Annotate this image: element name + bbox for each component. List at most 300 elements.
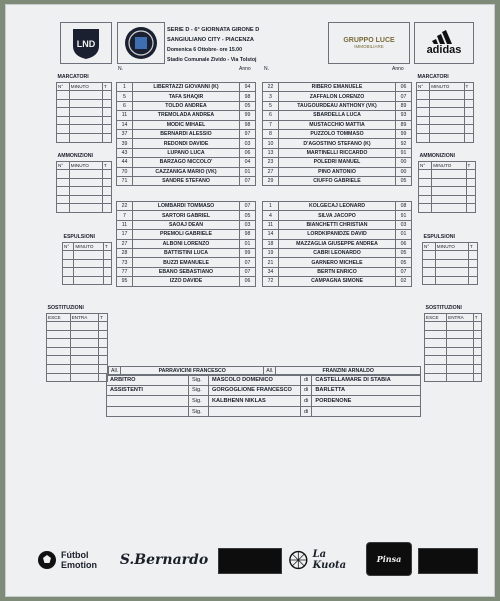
player-row (263, 202, 412, 211)
panel-empty-cell (423, 251, 436, 260)
player-year: 01 (240, 239, 256, 248)
player-row (117, 129, 256, 138)
panel-empty-cell (464, 134, 473, 143)
panel-title: ESPULSIONI (423, 233, 455, 240)
sponsor-black-panel-2 (418, 548, 478, 574)
panel-empty-row (417, 91, 474, 100)
player-year: 06 (396, 239, 412, 248)
panel-empty-cell (473, 373, 481, 382)
panel-empty-cell (447, 373, 474, 382)
panel-empty-cell (432, 170, 466, 179)
panel-empty-cell (69, 187, 102, 196)
player-name: CAMPAGNA SIMONE (279, 277, 396, 286)
player-name: BATTISTINI LUCA (133, 248, 240, 257)
panel-column-header: N° (63, 242, 74, 251)
panel-empty-cell (69, 91, 102, 100)
player-year: 01 (240, 167, 256, 176)
panel-empty-cell (57, 195, 70, 204)
player-row (117, 111, 256, 120)
lnd-logo-box (60, 22, 112, 64)
panel-empty-cell (466, 170, 476, 179)
official-name (209, 406, 301, 417)
panel-empty-cell (47, 365, 71, 374)
panel-empty-cell (69, 204, 102, 213)
player-row (263, 111, 412, 120)
home-red-cards-panel (62, 232, 112, 285)
panel-empty-cell (70, 330, 98, 339)
official-city: BARLETTA (312, 385, 421, 396)
player-name: LUPANO LUCA (133, 148, 240, 157)
player-row (117, 258, 256, 267)
panel-empty-cell (432, 204, 466, 213)
player-number: 13 (263, 148, 279, 157)
player-name: BARZAGO NICCOLO' (133, 158, 240, 167)
player-number: 5 (117, 92, 133, 101)
panel-empty-cell (419, 170, 432, 179)
panel-column-header: N° (57, 82, 70, 91)
svg-text:LND: LND (76, 39, 96, 49)
player-name: BERNARDI ALESSIO (133, 129, 240, 138)
panel-empty-row (57, 187, 112, 196)
player-year: 99 (240, 111, 256, 120)
panel-empty-cell (57, 204, 70, 213)
player-row (117, 211, 256, 220)
panel-empty-cell (464, 108, 473, 117)
panel-empty-cell (466, 187, 476, 196)
panel-column-header: MINUTO (69, 161, 102, 170)
panel-empty-row (47, 356, 108, 365)
away-year-col-label: Anno (392, 66, 404, 72)
player-name: BERTN ENRICO (279, 267, 396, 276)
player-name: BUZZI EMANUELE (133, 258, 240, 267)
player-row (263, 139, 412, 148)
panel-empty-cell (69, 116, 102, 125)
home-subs-table (116, 201, 256, 287)
away-starters-table (262, 82, 412, 186)
panel-empty-cell (435, 268, 468, 277)
player-row (263, 258, 412, 267)
panel-empty-row (57, 134, 112, 143)
player-name: TAFA SHAQIR (133, 92, 240, 101)
player-name: LORDKIPANIDZE DAVID (279, 230, 396, 239)
player-row (117, 120, 256, 129)
panel-empty-cell (468, 259, 477, 268)
panel-empty-cell (417, 91, 430, 100)
panel-empty-cell (69, 178, 102, 187)
away-subs-table (262, 201, 412, 287)
player-row (117, 167, 256, 176)
panel-empty-cell (57, 125, 70, 134)
away-scorers-panel (416, 72, 474, 143)
official-row (107, 375, 421, 386)
panel-empty-cell (47, 347, 71, 356)
player-name: SILVA JACOPO (279, 211, 396, 220)
player-name: GARNERO MICHELE (279, 258, 396, 267)
panel-empty-row (419, 178, 476, 187)
competition-line: SERIE D - 6° GIORNATA GIRONE D (167, 27, 260, 33)
panel-empty-row (57, 91, 112, 100)
player-year: 91 (396, 148, 412, 157)
panel-empty-cell (430, 108, 464, 117)
player-row (117, 202, 256, 211)
player-row (117, 139, 256, 148)
player-row (117, 92, 256, 101)
player-row (263, 148, 412, 157)
panel-column-header: T (103, 242, 111, 251)
player-number: 19 (263, 248, 279, 257)
panel-empty-cell (57, 170, 70, 179)
player-year: 07 (240, 176, 256, 185)
player-number: 10 (263, 139, 279, 148)
panel-empty-cell (47, 356, 71, 365)
gruppo-luce-sub: IMMOBILIARE (354, 44, 384, 49)
emotion-text: Emotion (61, 560, 97, 570)
player-row (263, 248, 412, 257)
player-number: 14 (263, 230, 279, 239)
panel-empty-cell (63, 276, 74, 285)
home-bookings-panel (56, 151, 112, 213)
panel-empty-cell (425, 330, 447, 339)
player-number: 95 (117, 277, 133, 286)
panel-empty-cell (74, 276, 103, 285)
panel-empty-row (63, 259, 112, 268)
panel-empty-cell (57, 187, 70, 196)
player-year: 98 (240, 92, 256, 101)
panel-column-header: T (466, 161, 476, 170)
panel-title: SOSTITUZIONI (47, 304, 84, 311)
panel-empty-cell (103, 276, 111, 285)
officials-table (106, 374, 421, 417)
player-name: LOMBARDI TOMMASO (133, 202, 240, 211)
player-row (117, 148, 256, 157)
panel-empty-cell (47, 373, 71, 382)
panel-empty-row (57, 116, 112, 125)
panel-empty-cell (70, 356, 98, 365)
player-year: 97 (240, 129, 256, 138)
panel-empty-cell (464, 125, 473, 134)
panel-empty-cell (447, 322, 474, 331)
player-year: 05 (396, 248, 412, 257)
panel-empty-cell (473, 322, 481, 331)
panel-column-header: T (473, 313, 481, 322)
panel-empty-cell (99, 347, 108, 356)
club-crest-icon (123, 25, 159, 61)
panel-empty-cell (435, 251, 468, 260)
adidas-logo (414, 22, 474, 64)
player-number: 71 (117, 176, 133, 185)
panel-empty-cell (102, 99, 111, 108)
panel-empty-cell (473, 330, 481, 339)
panel-column-header: T (468, 242, 477, 251)
player-year: 05 (240, 101, 256, 110)
panel-empty-row (425, 347, 482, 356)
player-name: MAZZAGLIA GIUSEPPE ANDREA (279, 239, 396, 248)
player-row (263, 176, 412, 185)
player-name: EBANO SEBASTIANO (133, 267, 240, 276)
player-year: 04 (240, 158, 256, 167)
player-row (117, 83, 256, 92)
panel-empty-cell (419, 178, 432, 187)
panel-empty-cell (432, 187, 466, 196)
panel-empty-cell (57, 116, 70, 125)
panel-empty-cell (103, 259, 111, 268)
player-name: BIANCHETTI CHRISTIAN (279, 220, 396, 229)
player-number: 22 (263, 83, 279, 92)
bicycle-wheel-icon (288, 549, 309, 571)
panel-empty-cell (102, 187, 111, 196)
player-number: 4 (263, 211, 279, 220)
adidas-wordmark: adidas (426, 44, 462, 56)
panel-empty-cell (417, 134, 430, 143)
away-bookings-panel (418, 151, 476, 213)
pinsa-wordmark: Pinsa (376, 554, 402, 564)
panel-empty-cell (102, 108, 111, 117)
panel-empty-row (419, 195, 476, 204)
sponsor-black-panel-1 (218, 548, 282, 574)
la-kuota-logo (288, 540, 360, 580)
lnd-shield-icon (69, 26, 103, 60)
player-row (117, 101, 256, 110)
player-year: 98 (240, 120, 256, 129)
panel-empty-cell (423, 259, 436, 268)
panel-empty-cell (423, 268, 436, 277)
panel-empty-cell (417, 99, 430, 108)
player-number: 8 (263, 129, 279, 138)
club-logo-box (117, 22, 165, 64)
panel-empty-cell (102, 195, 111, 204)
player-number: 29 (263, 176, 279, 185)
player-year: 89 (396, 101, 412, 110)
official-role (107, 406, 189, 417)
player-row (263, 211, 412, 220)
panel-empty-cell (69, 99, 102, 108)
home-coach: PARRAVICINI FRANCESCO (121, 367, 264, 376)
panel-title: AMMONIZIONI (57, 152, 93, 159)
player-number: 18 (263, 239, 279, 248)
panel-empty-cell (468, 268, 477, 277)
panel-empty-cell (447, 330, 474, 339)
san-bernardo-logo (116, 540, 212, 580)
panel-column-header: N° (417, 82, 430, 91)
player-row (117, 230, 256, 239)
player-row (117, 277, 256, 286)
player-name: SBARDELLA LUCA (279, 111, 396, 120)
panel-empty-cell (57, 99, 70, 108)
panel-empty-row (57, 204, 112, 213)
away-number-col-label: N. (264, 66, 269, 72)
panel-empty-cell (63, 268, 74, 277)
player-name: PREMOLI GABRIELE (133, 230, 240, 239)
panel-column-header: N° (423, 242, 436, 251)
sig-label: Sig. (189, 406, 209, 417)
panel-empty-cell (447, 356, 474, 365)
player-row (117, 239, 256, 248)
official-city (312, 406, 421, 417)
panel-column-header: ESCE (425, 313, 447, 322)
home-year-col-label: Anno (239, 66, 251, 72)
sig-label: Sig. (189, 385, 209, 396)
player-row (263, 129, 412, 138)
panel-empty-cell (447, 339, 474, 348)
panel-empty-cell (464, 99, 473, 108)
player-year: 02 (396, 277, 412, 286)
player-name: TOLDO ANDREA (133, 101, 240, 110)
panel-empty-row (425, 373, 482, 382)
player-name: PUZZOLO TOMMASO (279, 129, 396, 138)
official-role: ARBITRO (107, 375, 189, 386)
panel-empty-cell (70, 339, 98, 348)
di-label: di (301, 375, 312, 386)
panel-empty-cell (74, 268, 103, 277)
player-name: D'AGOSTINO STEFANO (K) (279, 139, 396, 148)
panel-empty-cell (435, 276, 468, 285)
player-name: REDONDI DAVIDE (133, 139, 240, 148)
player-name: SAOAJ DEAN (133, 220, 240, 229)
panel-column-header: ENTRA (447, 313, 474, 322)
player-name: CAZZANIGA MARIO (VK) (133, 167, 240, 176)
panel-empty-cell (74, 251, 103, 260)
panel-empty-cell (419, 187, 432, 196)
player-number: 21 (263, 258, 279, 267)
panel-empty-row (425, 322, 482, 331)
player-row (263, 277, 412, 286)
panel-empty-cell (430, 125, 464, 134)
panel-empty-cell (473, 347, 481, 356)
player-name: MARTINELLI RICCARDO (279, 148, 396, 157)
player-row (117, 176, 256, 185)
panel-empty-cell (425, 356, 447, 365)
fixture-line: SANGIULIANO CITY - PIACENZA (167, 37, 254, 43)
panel-column-header: N° (419, 161, 432, 170)
player-number: 3 (263, 92, 279, 101)
panel-empty-cell (70, 322, 98, 331)
panel-empty-cell (103, 251, 111, 260)
away-coach-label: All. (264, 367, 276, 376)
panel-empty-cell (57, 134, 70, 143)
panel-empty-cell (473, 365, 481, 374)
panel-empty-cell (70, 365, 98, 374)
player-name: POLEDRI MANUEL (279, 158, 396, 167)
player-number: 17 (117, 230, 133, 239)
official-name: MASCOLO DOMENICO (209, 375, 301, 386)
player-name: PINO ANTONIO (279, 167, 396, 176)
panel-empty-row (47, 330, 108, 339)
player-name: MODIC MIHAEL (133, 120, 240, 129)
panel-empty-cell (417, 108, 430, 117)
player-number: 14 (117, 120, 133, 129)
panel-empty-cell (69, 170, 102, 179)
panel-column-header: MINUTO (435, 242, 468, 251)
player-row (263, 167, 412, 176)
panel-empty-row (57, 99, 112, 108)
match-header (167, 25, 325, 65)
panel-empty-cell (57, 108, 70, 117)
panel-empty-row (425, 330, 482, 339)
panel-empty-cell (102, 204, 111, 213)
date-line: Domenica 6 Ottobre- ore 15.00 (167, 47, 242, 53)
player-number: 27 (263, 167, 279, 176)
panel-empty-row (423, 268, 478, 277)
la-kuota-wordmark: La Kuota (312, 549, 347, 571)
panel-empty-cell (473, 356, 481, 365)
player-row (263, 120, 412, 129)
panel-empty-row (47, 339, 108, 348)
player-year: 07 (240, 258, 256, 267)
panel-empty-cell (466, 195, 476, 204)
player-name: CABRI LEONARDO (279, 248, 396, 257)
player-name: RIBERO EMANUELE (279, 83, 396, 92)
di-label: di (301, 396, 312, 407)
futbol-emotion-logo (22, 540, 112, 580)
player-row (263, 92, 412, 101)
official-role: ASSISTENTI (107, 385, 189, 396)
player-number: 7 (263, 120, 279, 129)
venue-line: Stadio Comunale Zivido - Via Tolstoj (167, 57, 257, 63)
panel-empty-row (423, 276, 478, 285)
home-substitutions-panel (46, 303, 108, 382)
panel-empty-cell (99, 330, 108, 339)
panel-empty-cell (102, 125, 111, 134)
adidas-stripes-icon (432, 30, 456, 44)
panel-empty-row (425, 356, 482, 365)
sig-label: Sig. (189, 375, 209, 386)
panel-empty-cell (417, 125, 430, 134)
panel-empty-cell (57, 91, 70, 100)
panel-empty-row (47, 322, 108, 331)
panel-column-header: MINUTO (432, 161, 466, 170)
panel-empty-cell (468, 251, 477, 260)
official-city: PORDENONE (312, 396, 421, 407)
panel-empty-row (63, 268, 112, 277)
panel-empty-row (417, 134, 474, 143)
panel-empty-cell (430, 116, 464, 125)
home-starters-table (116, 82, 256, 186)
panel-empty-cell (102, 116, 111, 125)
panel-empty-cell (63, 251, 74, 260)
panel-empty-cell (447, 347, 474, 356)
panel-column-header: ENTRA (70, 313, 98, 322)
player-year: 93 (396, 111, 412, 120)
panel-empty-cell (423, 276, 436, 285)
panel-empty-cell (99, 365, 108, 374)
panel-empty-cell (69, 195, 102, 204)
panel-empty-cell (102, 170, 111, 179)
panel-empty-row (417, 99, 474, 108)
player-year: 06 (240, 148, 256, 157)
player-number: 43 (117, 148, 133, 157)
panel-empty-cell (99, 339, 108, 348)
panel-empty-cell (425, 373, 447, 382)
player-number: 37 (117, 129, 133, 138)
panel-empty-cell (69, 134, 102, 143)
player-year: 03 (240, 220, 256, 229)
home-scorers-panel (56, 72, 112, 143)
home-number-col-label: N. (118, 66, 123, 72)
panel-empty-cell (425, 365, 447, 374)
player-year: 05 (396, 258, 412, 267)
player-year: 03 (240, 139, 256, 148)
player-name: MUSTACCHIO MATTIA (279, 120, 396, 129)
player-name: CIUFFO GABRIELE (279, 176, 396, 185)
panel-empty-cell (99, 373, 108, 382)
player-row (117, 158, 256, 167)
player-number: 73 (117, 258, 133, 267)
panel-empty-cell (430, 91, 464, 100)
panel-empty-cell (102, 91, 111, 100)
player-row (117, 267, 256, 276)
panel-empty-cell (432, 195, 466, 204)
panel-empty-row (63, 251, 112, 260)
